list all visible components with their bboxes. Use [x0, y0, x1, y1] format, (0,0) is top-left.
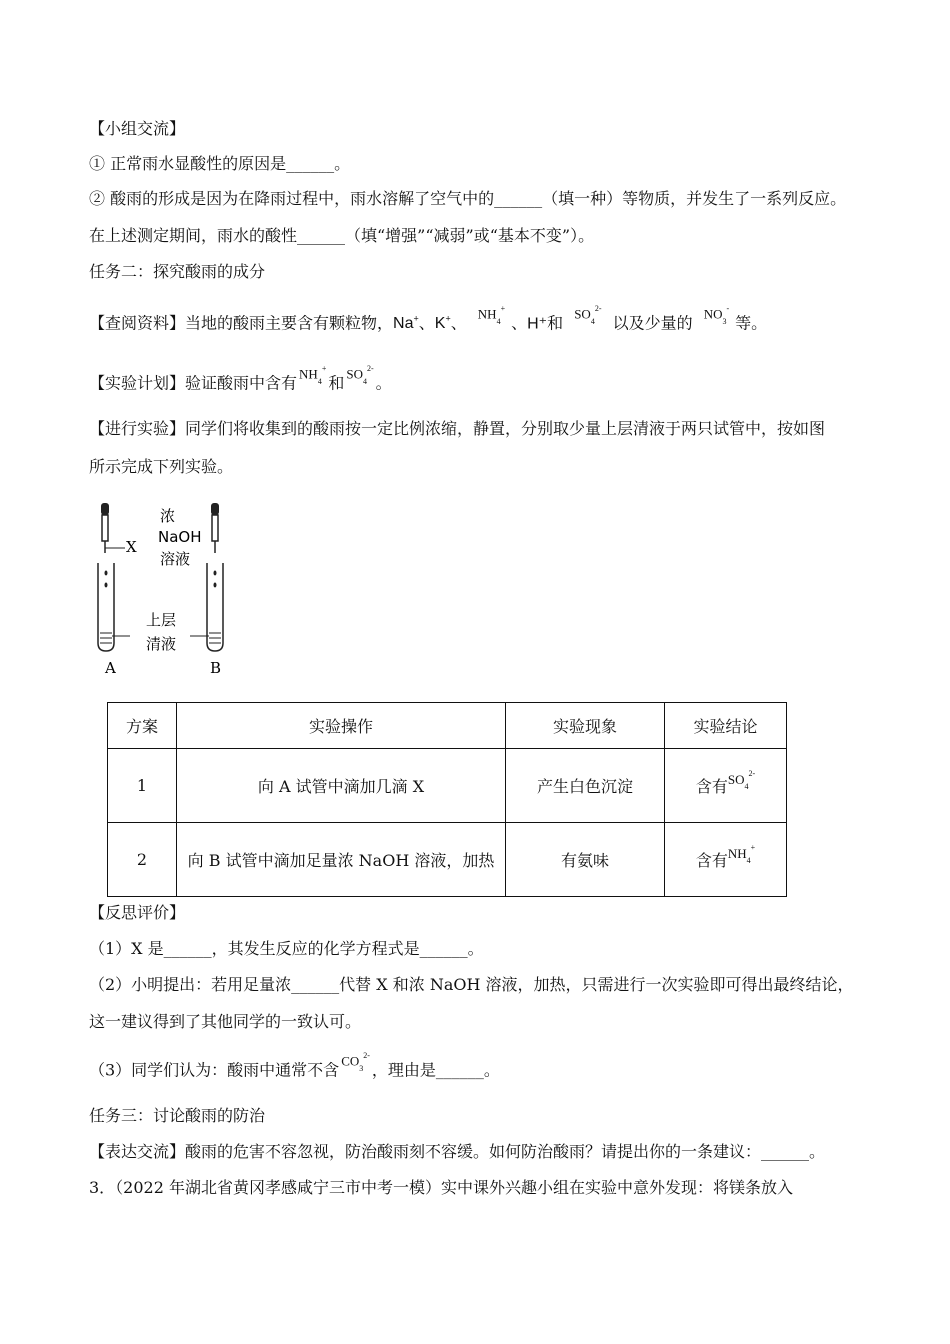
reflection-heading: 【反思评价】: [89, 903, 186, 922]
reflection-q2-line2: 这一建议得到了其他同学的一致认可。: [89, 1012, 362, 1031]
cell-conclusion: 含有$^{NH_4^+}$: [665, 823, 787, 897]
experiment-paragraph: [89, 418, 825, 440]
label-naoh-3: 溶液: [160, 550, 191, 568]
ion-ammonium: NH4+: [727, 843, 756, 866]
question-acid-rain-formation: ② 酸雨的形成是因为在降雨过程中，雨水溶解了空气中的______（填一种）等物质，并发生了一系列反应。: [89, 189, 847, 208]
lookup-tail-1: 以及少量的: [612, 313, 693, 333]
ion-nitrate: $NO_3^-$: [703, 304, 730, 326]
plan-text: 验证酸雨中含有: [185, 373, 298, 393]
plan-end: 。: [375, 373, 392, 393]
cell-plan: 1: [108, 749, 177, 823]
table-header-row: [108, 703, 787, 749]
ion-sulfate: SO42-: [727, 769, 756, 792]
reflection-q3: （3）同学们认为：酸雨中通常不含 $CO_3^{2-}$，理由是______。: [89, 1057, 500, 1088]
label-naoh-1: 浓: [160, 507, 176, 525]
lookup-heading: 【查阅资料】: [89, 313, 186, 333]
tube-a-label: A: [105, 659, 116, 677]
header-plan: 方案: [108, 703, 177, 749]
lookup-ions: 、H⁺和: [511, 315, 564, 333]
ion-na: Na+: [393, 314, 419, 333]
ion-ammonium: $NH_4^+$: [299, 364, 327, 386]
header-phenomenon: 实验现象: [506, 703, 665, 749]
label-naoh-2: NaOH: [158, 528, 202, 546]
header-conclusion: 实验结论: [665, 703, 787, 749]
test-tube-b-icon: [190, 563, 223, 651]
question-3-intro: 3．（2022 年湖北省黄冈孝感咸宁三市中考一模）实中课外兴趣小组在实验中意外发现：将镁条放入: [89, 1178, 793, 1197]
task-two-title: 任务二：探究酸雨的成分: [89, 262, 266, 281]
tube-b-label: B: [210, 659, 222, 677]
label-clear-2: 清液: [146, 635, 177, 653]
reflection-q1: （1）X 是______，其发生反应的化学方程式是______。: [89, 939, 484, 958]
experiment-heading: 【进行实验】: [89, 419, 186, 438]
plan-and: 和: [328, 373, 345, 393]
ion-sulfate: $SO_4^{2-}$: [574, 304, 602, 326]
express-text: 酸雨的危害不容忽视，防治酸雨刻不容缓。如何防治酸雨？请提出你的一条建议：______。: [185, 1142, 826, 1161]
question-normal-rain-acidity: ① 正常雨水显酸性的原因是______。: [89, 154, 351, 173]
express-paragraph: [89, 1141, 825, 1163]
cell-plan: 2: [108, 823, 177, 897]
header-operation: 实验操作: [177, 703, 506, 749]
lookup-text: 当地的酸雨主要含有颗粒物，: [185, 313, 394, 333]
question-acidity-trend: 在上述测定期间，雨水的酸性______（填“增强”“减弱”或“基本不变”）。: [89, 226, 595, 245]
experiment-table: [107, 702, 787, 897]
dropper-b-icon: [211, 503, 219, 553]
experiment-text-1: 同学们将收集到的酸雨按一定比例浓缩，静置，分别取少量上层清液于两只试管中，按如图: [185, 419, 826, 438]
dropper-a-icon: [101, 503, 125, 553]
table-row: [108, 749, 787, 823]
cell-operation: 向 A 试管中滴加几滴 X: [177, 749, 506, 823]
cell-phenomenon: 产生白色沉淀: [506, 749, 665, 823]
lookup-tail-2: 等。: [735, 313, 768, 333]
test-tube-a-icon: [98, 563, 130, 651]
ion-k: K+: [434, 314, 451, 333]
reflection-q2-line1: （2）小明提出：若用足量浓______代替 X 和浓 NaOH 溶液，加热，只需进行一次实验即可得出最终结论，: [89, 975, 854, 994]
cell-operation: 向 B 试管中滴加足量浓 NaOH 溶液，加热: [177, 823, 506, 897]
ion-sulfate: $SO_4^{2-}$: [346, 364, 374, 386]
label-x: X: [126, 538, 137, 556]
test-tube-figure: [90, 495, 250, 685]
plan-heading: 【实验计划】: [89, 373, 186, 393]
ion-ammonium: $NH_4^+$: [477, 304, 506, 326]
ion-carbonate: $CO_3^{2-}$: [341, 1051, 370, 1073]
plan-paragraph: [89, 364, 392, 401]
group-exchange-heading: 【小组交流】: [89, 119, 186, 138]
cell-phenomenon: 有氨味: [506, 823, 665, 897]
lookup-paragraph: 【查阅资料】当地的酸雨主要含有颗粒物，Na+、K+、 $NH_4^+$、H⁺和 $SO_4^{2-}$ 以及少量的 $NO_3^-$等。: [89, 308, 767, 341]
experiment-text-2: 所示完成下列实验。: [89, 457, 234, 476]
cell-conclusion: 含有$^{SO_4^{2-}}$: [665, 749, 787, 823]
express-heading: 【表达交流】: [89, 1142, 186, 1161]
label-clear-1: 上层: [146, 611, 177, 629]
table-row: [108, 823, 787, 897]
task-three-title: 任务三：讨论酸雨的防治: [89, 1106, 266, 1125]
